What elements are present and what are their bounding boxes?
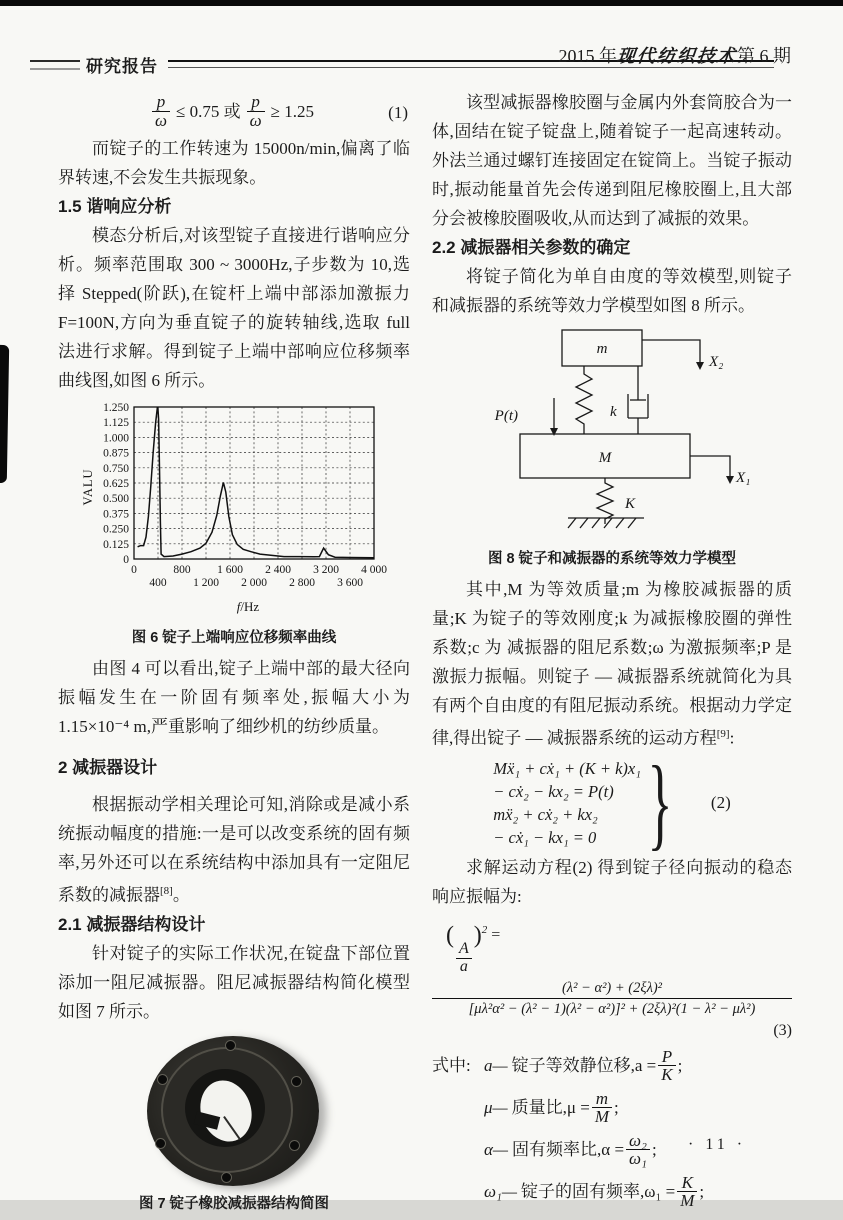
heading-2-2: 2.2 减振器相关参数的确定	[432, 238, 631, 257]
paragraph-equivalent-model: 将锭子简化为单自由度的等效模型,则锭子和减振器的系统等效力学模型如图 8 所示。	[432, 267, 792, 315]
label-pt: P(t)	[494, 408, 518, 424]
svg-text:0.250: 0.250	[103, 523, 129, 536]
arrow-x1-head	[726, 476, 734, 484]
definition-row: α— 固有频率比,α = $\frac{\text{ω₂}}{\text{ω₁}}$ ;	[484, 1130, 657, 1169]
svg-text:1.000: 1.000	[103, 432, 129, 445]
svg-text:800: 800	[173, 564, 191, 576]
equation-2-lines: Mẍ₁ + cẋ₁ + (K + k)x₁ − cẋ₂ − kx₂ = P(t) mẍ₂ + cẋ₂ + kx₂ − cẋ₁ − kx₁ = 0	[493, 758, 641, 847]
svg-text:0.875: 0.875	[103, 447, 129, 460]
paragraph-damper-theory: 根据振动学相关理论可知,消除或是减小系统振动幅度的措施:一是可以改变系统的固有频率,另外还可以在系统结构中添加具有一定阻尼系数的减振器[8]。	[58, 795, 410, 905]
label-k: k	[610, 404, 617, 420]
scan-artifact-top-bar	[0, 0, 843, 6]
svg-text:1 600: 1 600	[217, 564, 243, 576]
figure-8-caption: 图 8 锭子和减振器的系统等效力学模型	[487, 551, 737, 567]
figure-7-caption: 图 7 锭子橡胶减振器结构简图	[138, 1195, 330, 1212]
journal-issue: 第 6 期	[737, 46, 791, 66]
equation-3-number: (3)	[773, 1021, 792, 1039]
paragraph-solve: 求解运动方程(2) 得到锭子径向振动的稳态响应振幅为:	[432, 857, 792, 906]
figure-6-caption: 图 6 锭子上端响应位移频率曲线	[131, 630, 337, 646]
svg-text:0.375: 0.375	[103, 508, 129, 521]
svg-text:400: 400	[149, 577, 167, 589]
ground-hatching	[568, 518, 636, 528]
equation-1-middle: ≤ 0.75 或	[176, 101, 241, 121]
equation-1	[58, 88, 410, 134]
definition-row: μ— 质量比,μ = $\frac{m}{M}$ ;	[484, 1088, 619, 1127]
equation-3	[432, 913, 792, 1043]
svg-text:1.125: 1.125	[103, 417, 129, 430]
svg-text:0: 0	[123, 554, 129, 566]
figure-7-photo	[139, 1034, 329, 1190]
reference-9: [9]	[716, 728, 730, 740]
label-M: M	[598, 450, 612, 466]
paragraph-parameters: 其中,M 为等效质量;m 为橡胶减振器的质量;K 为锭子的等效刚度;k 为减振橡胶圈的弹性系数;c 为 减振器的阻尼系数;ω 为激振频率;P 是激振力振幅。则锭子 — 减振器系统就简化为具有两个自由度的有阻尼振动系统。根据动力学定律,得出锭子 — 减振器系统的运动方程[9]:	[432, 580, 792, 748]
spring-k	[576, 366, 592, 434]
heading-2: 2 减振器设计	[58, 758, 158, 777]
paragraph-figure-4-result: 由图 4 可以看出,锭子上端中部的最大径向振幅发生在一阶固有频率处,振幅大小为 1.15×10⁻⁴ m,严重影响了细纱机的纺纱质量。	[58, 659, 410, 736]
right-column	[432, 88, 792, 1213]
header-section-label: 研究报告	[86, 57, 158, 76]
heading-2-1: 2.1 减振器结构设计	[58, 914, 206, 934]
reference-8: [8]	[160, 885, 173, 897]
equation-1-number: (1)	[388, 103, 408, 122]
response-frequency-chart	[78, 399, 390, 615]
figure-8-diagram	[432, 324, 792, 545]
symbol-definitions	[432, 1045, 792, 1213]
label-m: m	[596, 341, 608, 357]
journal-year: 2015 年	[558, 46, 617, 66]
equation-1-tail: ≥ 1.25	[270, 101, 314, 121]
svg-text:0.750: 0.750	[103, 462, 129, 475]
paragraph-modal-analysis: 模态分析后,对该型锭子直接进行谐响应分析。频率范围取 300 ~ 3000Hz,子步数为 10,选择 Stepped(阶跃),在锭杆上端中部添加激振力 F=100N,方向为垂直锭子的旋转轴线,选取 full 法进行求解。得到锭子上端中部响应位移频率曲线图,如图 6 所示。	[58, 226, 410, 390]
svg-text:2 400: 2 400	[265, 564, 291, 576]
svg-text:3 200: 3 200	[313, 564, 339, 576]
equation-3-lhs: ( $\frac{A}{a}$ )$^2$ =	[446, 921, 501, 976]
label-K: K	[625, 496, 636, 512]
heading-1-5: 1.5 谐响应分析	[58, 197, 172, 216]
svg-text:3 600: 3 600	[337, 577, 363, 589]
header-rule-left	[30, 60, 80, 70]
paragraph-rubber-ring: 该型减振器橡胶圈与金属内外套筒胶合为一体,固结在锭子锭盘上,随着锭子一起高速转动。外法兰通过螺钉连接固定在锭筒上。当锭子振动时,振动能量首先会传递到阻尼橡胶圈上,且大部分会被橡胶圈吸收,从而达到了减振的效果。	[432, 93, 792, 228]
equation-2-number: (2)	[710, 793, 731, 813]
definition-row: ω₁— 锭子的固有频率,ω₁ = $\frac{K}{M}$ ;	[484, 1172, 705, 1211]
svg-text:0.125: 0.125	[103, 538, 129, 551]
fraction-A-a: $\frac{A}{a}$	[456, 941, 472, 976]
label-x1: X₁	[736, 470, 751, 486]
svg-text:0: 0	[131, 564, 137, 576]
definition-row: 式中: a— 锭子等效静位移,a = $\frac{P}{K}$ ;	[432, 1046, 683, 1085]
paragraph-working-speed: 而锭子的工作转速为 15000n/min,偏离了临界转速,不会发生共振现象。	[58, 139, 410, 187]
spring-K	[597, 478, 613, 524]
bolt-icon	[289, 1140, 300, 1151]
scan-artifact-left-mark	[0, 345, 9, 483]
fraction-p-omega: $\frac{p}{\omega}$	[152, 93, 170, 130]
paragraph-structure-design: 针对锭子的实际工作状况,在锭盘下部位置添加一阻尼减振器。阻尼减振器结构简化模型如图 7 所示。	[58, 943, 410, 1021]
bolt-icon	[155, 1138, 166, 1149]
arrow-x2-head	[696, 362, 704, 370]
chart-xlabel: f/Hz	[236, 599, 260, 614]
svg-text:1 200: 1 200	[193, 577, 219, 589]
journal-name: 现代纺织技术	[615, 46, 738, 66]
bolt-icon	[157, 1074, 168, 1085]
svg-text:2 800: 2 800	[289, 577, 315, 589]
svg-text:1.250: 1.250	[103, 402, 129, 414]
bolt-icon	[291, 1076, 302, 1087]
chart-ylabel: VALU	[81, 468, 95, 506]
equation-3-fraction: (λ² − α²) + (2ξλ)² [μλ²α² − (λ² − 1)(λ² − α²)]² + (2ξλ)²(1 − λ² − μλ²)	[432, 978, 792, 1019]
label-x2: X₂	[709, 354, 724, 370]
svg-text:2 000: 2 000	[241, 577, 267, 589]
journal-title	[559, 42, 792, 68]
bolt-icon	[225, 1040, 236, 1051]
equation-2	[432, 744, 792, 860]
bolt-icon	[221, 1172, 232, 1183]
arrow-pt-head	[550, 428, 558, 436]
mass-spring-damper-diagram	[462, 324, 762, 536]
page-number: · 11 ·	[688, 1136, 747, 1153]
svg-text:4 000: 4 000	[361, 564, 387, 576]
left-column	[58, 88, 410, 1220]
equation-2-brace: }	[647, 744, 673, 860]
fraction-p-omega-2: $\frac{p}{\omega}$	[247, 93, 265, 130]
svg-text:0.500: 0.500	[103, 493, 129, 506]
figure-6-chart	[58, 399, 410, 624]
svg-text:0.625: 0.625	[103, 478, 129, 490]
